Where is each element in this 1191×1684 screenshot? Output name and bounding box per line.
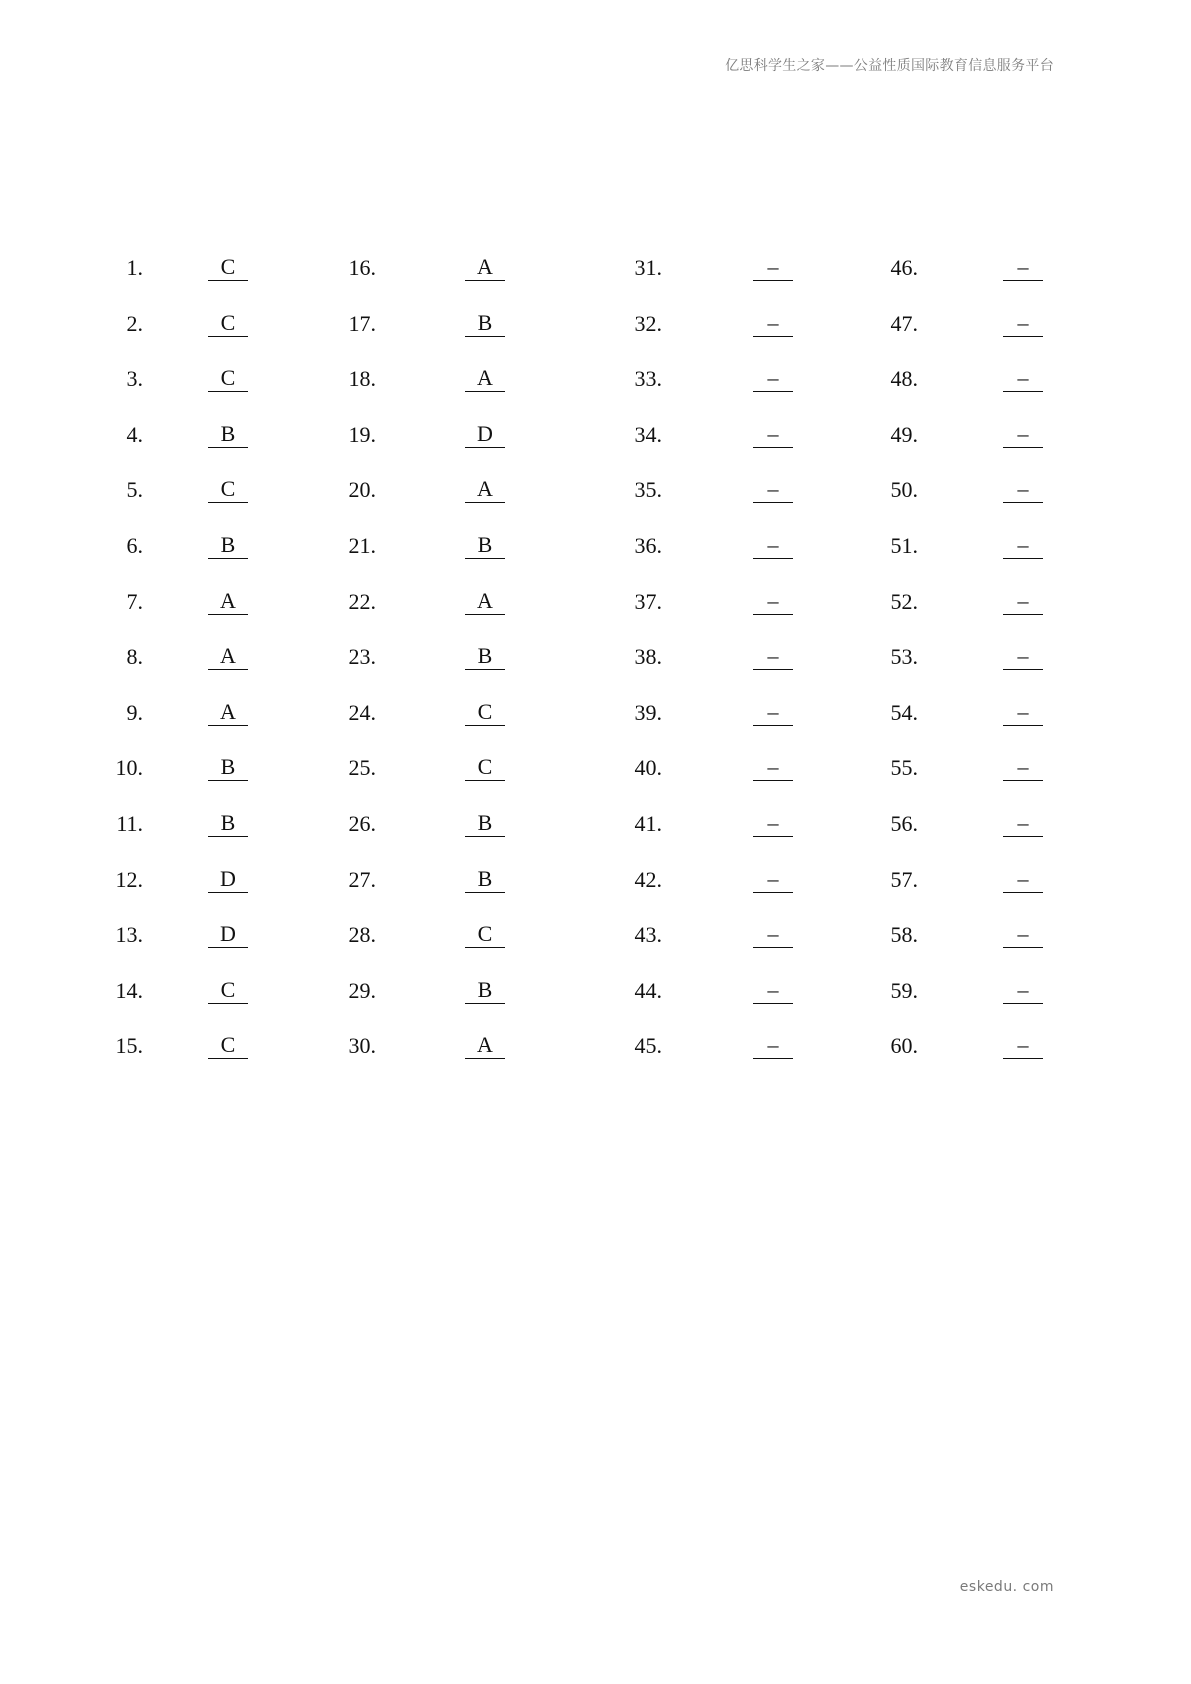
answer-blank: D — [208, 921, 248, 948]
answer-blank: B — [465, 977, 505, 1004]
answer-blank: – — [753, 643, 793, 670]
answer-blank: – — [1003, 866, 1043, 893]
question-number: 60. — [890, 1033, 918, 1059]
question-number: 3. — [126, 366, 143, 392]
answer-blank: C — [208, 1032, 248, 1059]
answer-blank: – — [753, 421, 793, 448]
answer-blank: – — [1003, 476, 1043, 503]
question-number: 9. — [126, 699, 143, 725]
answer-blank: – — [1003, 421, 1043, 448]
answer-blank: – — [753, 810, 793, 837]
question-number: 34. — [634, 421, 662, 447]
question-number: 47. — [890, 310, 918, 336]
question-number: 12. — [115, 866, 143, 892]
answer-blank: – — [753, 866, 793, 893]
question-number: 20. — [348, 477, 376, 503]
answer-blank: C — [208, 310, 248, 337]
question-number: 35. — [634, 477, 662, 503]
answer-blank: C — [465, 754, 505, 781]
question-number: 42. — [634, 866, 662, 892]
answer-blank: – — [1003, 643, 1043, 670]
answer-blank: – — [1003, 254, 1043, 281]
question-number: 26. — [348, 811, 376, 836]
question-number: 30. — [348, 1033, 376, 1059]
answer-blank: B — [208, 421, 248, 448]
answer-blank: – — [1003, 699, 1043, 726]
answer-blank: – — [753, 476, 793, 503]
page-footer: eskedu. com — [959, 1579, 1054, 1595]
question-number: 50. — [890, 477, 918, 503]
question-number: 51. — [890, 533, 918, 558]
question-number: 11. — [116, 811, 143, 836]
question-number: 23. — [348, 644, 376, 670]
answer-blank: – — [753, 921, 793, 948]
answer-blank: A — [465, 365, 505, 392]
question-number: 19. — [348, 421, 376, 447]
question-number: 27. — [348, 866, 376, 892]
answer-blank: – — [753, 754, 793, 781]
answer-blank: C — [208, 476, 248, 503]
answer-blank: – — [1003, 532, 1043, 559]
question-number: 39. — [634, 699, 662, 725]
question-number: 38. — [634, 644, 662, 670]
question-number: 31. — [634, 255, 662, 280]
question-number: 1. — [126, 255, 143, 280]
answer-blank: – — [753, 699, 793, 726]
question-number: 14. — [115, 977, 143, 1003]
question-number: 29. — [348, 977, 376, 1003]
answer-blank: C — [465, 699, 505, 726]
answer-blank: – — [753, 532, 793, 559]
question-number: 6. — [126, 533, 143, 558]
question-number: 2. — [126, 310, 143, 336]
answer-blank: C — [465, 921, 505, 948]
question-number: 58. — [890, 922, 918, 948]
question-number: 17. — [348, 310, 376, 336]
question-number: 7. — [126, 588, 143, 614]
answer-blank: A — [208, 588, 248, 615]
answer-blank: C — [208, 365, 248, 392]
question-number: 49. — [890, 421, 918, 447]
answer-blank: – — [1003, 588, 1043, 615]
question-number: 10. — [115, 755, 143, 781]
answer-blank: B — [208, 810, 248, 837]
answer-blank: – — [1003, 310, 1043, 337]
question-number: 55. — [890, 755, 918, 781]
question-number: 57. — [890, 866, 918, 892]
answer-blank: B — [465, 810, 505, 837]
answer-blank: B — [465, 866, 505, 893]
answer-blank: A — [465, 254, 505, 281]
question-number: 59. — [890, 977, 918, 1003]
question-number: 53. — [890, 644, 918, 670]
answer-blank: A — [208, 699, 248, 726]
question-number: 33. — [634, 366, 662, 392]
answer-blank: – — [1003, 921, 1043, 948]
question-number: 28. — [348, 922, 376, 948]
question-number: 43. — [634, 922, 662, 948]
question-number: 32. — [634, 310, 662, 336]
question-number: 46. — [890, 255, 918, 280]
answer-blank: – — [753, 977, 793, 1004]
question-number: 48. — [890, 366, 918, 392]
question-number: 4. — [126, 421, 143, 447]
answer-blank: B — [208, 754, 248, 781]
answer-blank: A — [208, 643, 248, 670]
page-header: 亿思科学生之家——公益性质国际教育信息服务平台 — [725, 58, 1054, 74]
question-number: 45. — [634, 1033, 662, 1059]
answer-blank: – — [753, 254, 793, 281]
question-number: 22. — [348, 588, 376, 614]
question-number: 24. — [348, 699, 376, 725]
answer-blank: – — [1003, 810, 1043, 837]
answer-blank: A — [465, 1032, 505, 1059]
answer-blank: B — [208, 532, 248, 559]
answer-blank: – — [1003, 754, 1043, 781]
answer-blank: – — [1003, 365, 1043, 392]
question-number: 15. — [115, 1033, 143, 1059]
question-number: 37. — [634, 588, 662, 614]
answer-blank: – — [1003, 1032, 1043, 1059]
question-number: 13. — [115, 922, 143, 948]
answer-blank: D — [465, 421, 505, 448]
question-number: 36. — [634, 533, 662, 558]
answer-blank: – — [753, 310, 793, 337]
question-number: 25. — [348, 755, 376, 781]
question-number: 16. — [348, 255, 376, 280]
question-number: 8. — [126, 644, 143, 670]
answer-blank: C — [208, 977, 248, 1004]
answer-blank: A — [465, 476, 505, 503]
answer-blank: B — [465, 643, 505, 670]
answer-blank: – — [753, 365, 793, 392]
answer-blank: D — [208, 866, 248, 893]
question-number: 5. — [126, 477, 143, 503]
answer-blank: B — [465, 310, 505, 337]
answer-blank: C — [208, 254, 248, 281]
answer-blank: – — [753, 1032, 793, 1059]
question-number: 54. — [890, 699, 918, 725]
answer-blank: – — [1003, 977, 1043, 1004]
answer-blank: B — [465, 532, 505, 559]
answer-blank: A — [465, 588, 505, 615]
question-number: 52. — [890, 588, 918, 614]
question-number: 41. — [634, 811, 662, 836]
question-number: 56. — [890, 811, 918, 836]
question-number: 18. — [348, 366, 376, 392]
question-number: 44. — [634, 977, 662, 1003]
question-number: 40. — [634, 755, 662, 781]
question-number: 21. — [348, 533, 376, 558]
answer-blank: – — [753, 588, 793, 615]
